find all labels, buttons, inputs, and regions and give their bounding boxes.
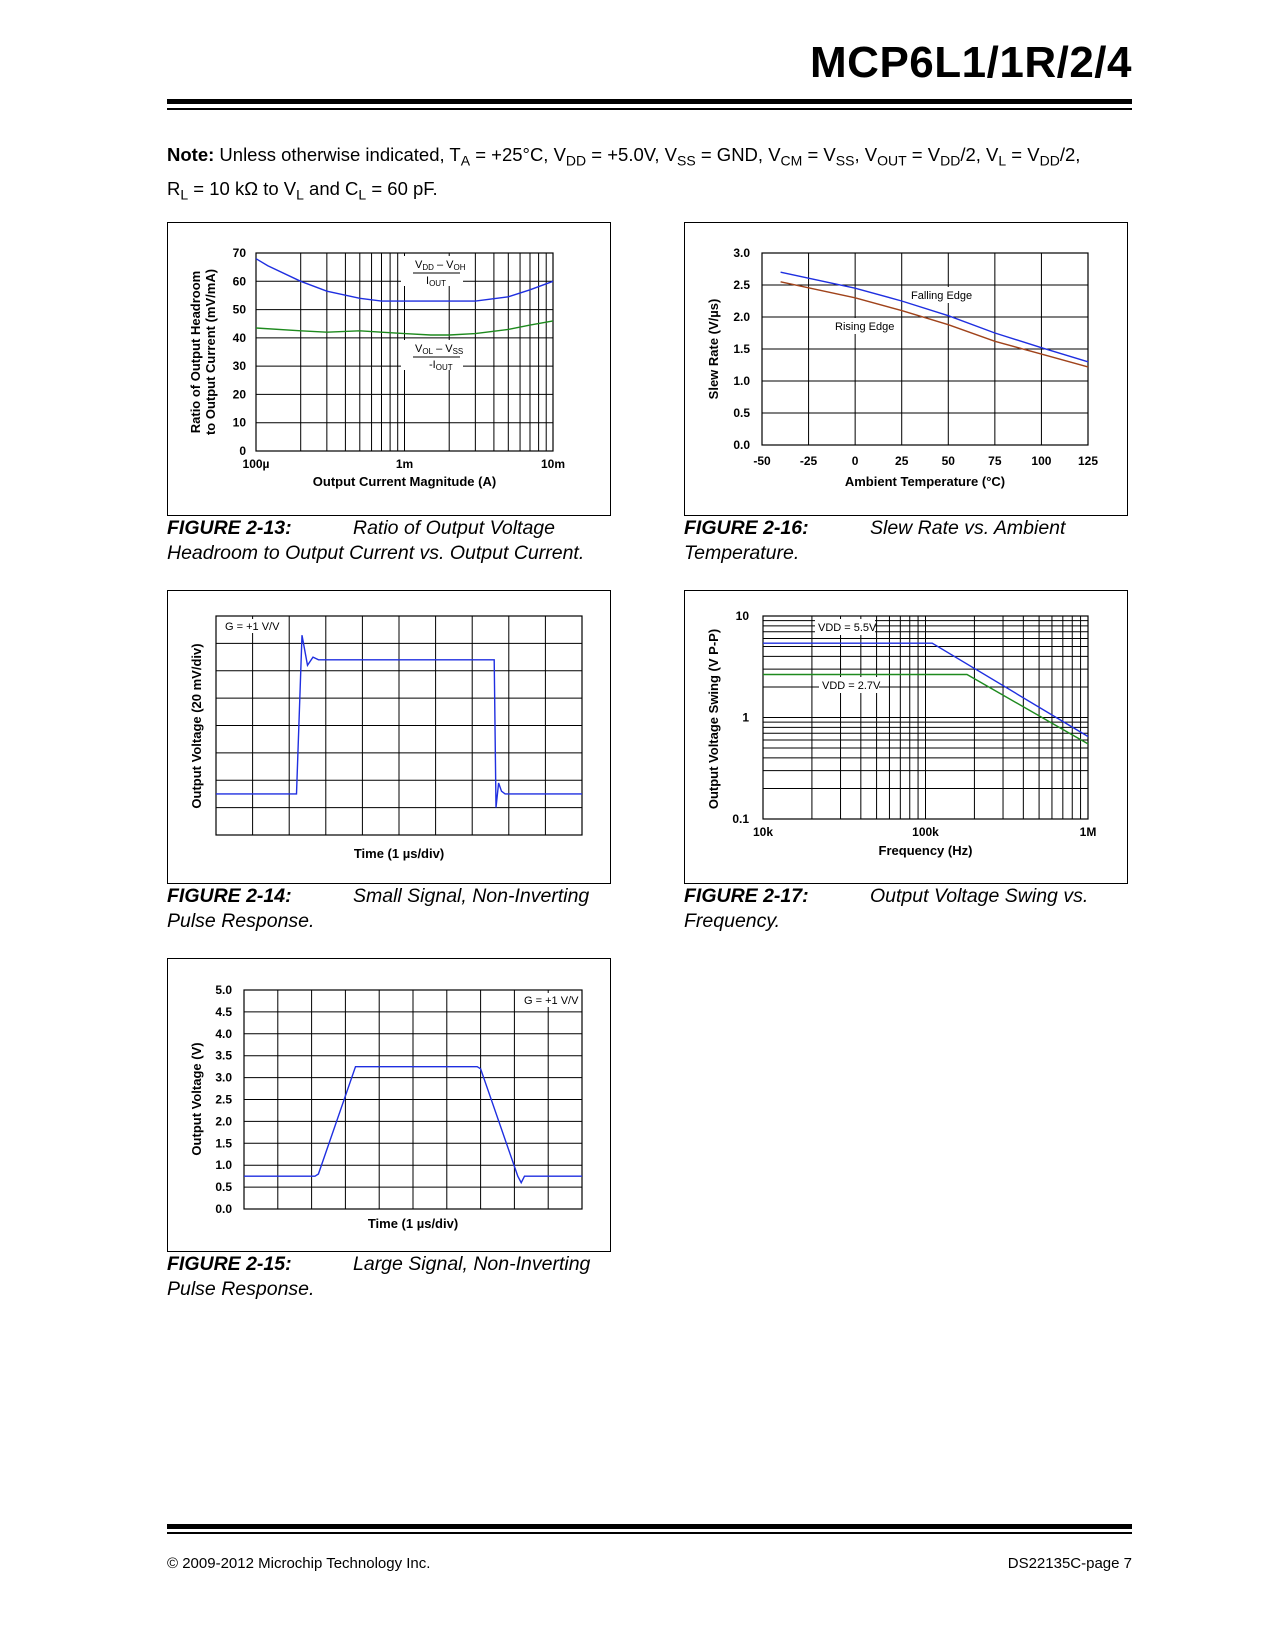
gain-annotation: G = +1 V/V: [524, 995, 579, 1007]
figure-2-17-panel: [684, 590, 1128, 884]
y-tick-label: 1.0: [215, 1158, 232, 1173]
caption-rest: Headroom to Output Current vs. Output Current.: [167, 542, 585, 564]
footer-rule: [167, 1524, 1132, 1529]
x-axis-label: Time (1 µs/div): [353, 846, 445, 861]
legend-vdd-2v7: VDD = 2.7V: [822, 680, 881, 692]
figure-2-15-panel: [167, 958, 611, 1252]
y-tick-label: 60: [232, 274, 246, 289]
x-tick-label: 50: [941, 454, 955, 468]
y-tick-label: 30: [232, 359, 246, 374]
x-axis-label: Ambient Temperature (°C): [844, 474, 1006, 489]
caption-rest: Frequency.: [684, 910, 781, 932]
annotation-vol-vss: VOL – VSS: [415, 343, 464, 356]
x-axis-label: Output Current Magnitude (A): [312, 474, 497, 489]
y-tick-label: 0.5: [215, 1180, 232, 1195]
y-axis-label: Output Voltage (20 mV/div): [189, 643, 204, 809]
figure-number: FIGURE 2-16:: [684, 517, 809, 539]
footer-copyright: © 2009-2012 Microchip Technology Inc.: [167, 1555, 431, 1572]
figure-number: FIGURE 2-13:: [167, 517, 292, 539]
x-tick-label: 125: [1077, 454, 1099, 468]
y-tick-label: 2.0: [733, 310, 750, 324]
caption-title: Slew Rate vs. Ambient: [870, 517, 1066, 539]
y-tick-label: 0.0: [733, 438, 750, 452]
figure-2-14-caption: [167, 884, 612, 934]
caption-title: Large Signal, Non-Inverting: [353, 1253, 591, 1275]
figure-2-13-panel: [167, 222, 611, 516]
figure-2-13-caption: [167, 516, 612, 566]
x-tick-label: 1m: [395, 457, 414, 471]
page-header-title: MCP6L1/1R/2/4: [810, 38, 1132, 87]
gain-annotation: G = +1 V/V: [225, 621, 280, 633]
figure-2-17-caption: [684, 884, 1129, 934]
x-tick-label: -50: [753, 454, 771, 468]
y-tick-label: 3.0: [733, 246, 750, 260]
y-tick-label: 2.5: [215, 1092, 232, 1107]
x-tick-label: 100µ: [242, 457, 270, 471]
y-tick-label: 1.0: [733, 374, 750, 388]
x-tick-label: 25: [895, 454, 909, 468]
y-tick-label: 0: [239, 444, 246, 458]
caption-rest: Pulse Response.: [167, 910, 315, 932]
x-tick-label: 0: [851, 454, 859, 468]
figure-2-16-caption: [684, 516, 1129, 566]
annotation-neg-iout: -IOUT: [429, 359, 453, 372]
figure-2-16-panel: [684, 222, 1128, 516]
note-text: Unless otherwise indicated, $T_A = +25^\circ C$, $V_{DD} = +5.0V$, $V_{SS}$ = GND, $V_{CM} = V_{SS}$, $V_{OUT} = V_{DD}/2$, $V_L = V_{DD}/2$, $R_L = 10$ kΩ to $V_L$ and $C_L = 60$ pF.: [167, 144, 1081, 203]
y-tick-label: 0.1: [732, 812, 749, 826]
annotation-vdd-voh: VDD – VOH: [415, 259, 466, 272]
figure-2-15-chart: [168, 959, 612, 1253]
x-tick-label: 100: [1031, 454, 1052, 468]
figure-2-15-caption: [167, 1252, 612, 1302]
figure-number: FIGURE 2-17:: [684, 885, 809, 907]
y-tick-label: 2.5: [733, 278, 750, 292]
figure-2-17-chart: [685, 591, 1129, 885]
y-axis-label: Slew Rate (V/µs): [706, 298, 721, 400]
y-tick-label: 1.5: [733, 342, 750, 356]
header-rule: [167, 99, 1132, 104]
y-tick-label: 20: [232, 387, 246, 402]
x-tick-label: -25: [799, 454, 818, 468]
footer-page-number: DS22135C-page 7: [1007, 1555, 1132, 1572]
y-axis-label: Output Voltage (V): [189, 1042, 204, 1156]
note-label: Note:: [167, 144, 215, 165]
legend-falling-edge: Falling Edge: [911, 290, 973, 302]
caption-rest: Pulse Response.: [167, 1278, 315, 1300]
x-tick-label: 100k: [912, 825, 939, 839]
x-tick-label: 75: [988, 454, 1002, 468]
y-tick-label: 10: [232, 415, 246, 430]
figure-2-16-chart: [685, 223, 1129, 517]
note-paragraph: [167, 141, 1127, 208]
y-tick-label: 0.5: [733, 406, 750, 420]
x-tick-label: 10m: [540, 457, 566, 471]
y-tick-label: 3.5: [215, 1048, 232, 1063]
y-tick-label: 4.5: [215, 1004, 232, 1019]
y-tick-label: 4.0: [215, 1026, 232, 1041]
y-tick-label: 1.5: [215, 1136, 232, 1151]
header-rule-thin: [167, 108, 1132, 110]
footer-rule-thin: [167, 1532, 1132, 1534]
y-tick-label: 5.0: [215, 983, 232, 997]
y-axis-label-line1: Ratio of Output Headroom: [188, 270, 203, 434]
x-axis-label: Frequency (Hz): [878, 843, 973, 858]
figure-number: FIGURE 2-15:: [167, 1253, 292, 1275]
x-tick-label: 1M: [1079, 825, 1097, 839]
caption-title: Ratio of Output Voltage: [353, 517, 555, 539]
x-axis-label: Time (1 µs/div): [367, 1216, 459, 1231]
legend-vdd-5v5: VDD = 5.5V: [818, 622, 877, 634]
y-axis-label: Output Voltage Swing (V P-P): [706, 628, 721, 810]
y-tick-label: 0.0: [215, 1202, 232, 1216]
y-tick-label: 3.0: [215, 1070, 232, 1085]
y-tick-label: 40: [232, 330, 246, 345]
y-tick-label: 70: [232, 246, 246, 260]
y-axis-label-line2: to Output Current (mV/mA): [203, 268, 218, 436]
figure-number: FIGURE 2-14:: [167, 885, 292, 907]
y-tick-label: 10: [735, 609, 749, 623]
y-tick-label: 50: [232, 302, 246, 317]
figure-2-14-panel: [167, 590, 611, 884]
x-tick-label: 10k: [752, 825, 774, 839]
figure-2-14-chart: [168, 591, 612, 885]
caption-rest: Temperature.: [684, 542, 800, 564]
figure-2-13-chart: [168, 223, 612, 517]
y-tick-label: 2.0: [215, 1114, 232, 1129]
caption-title: Output Voltage Swing vs.: [870, 885, 1089, 907]
annotation-iout: IOUT: [426, 275, 446, 288]
legend-rising-edge: Rising Edge: [835, 321, 895, 333]
y-tick-label: 1: [742, 710, 749, 725]
caption-title: Small Signal, Non-Inverting: [353, 885, 590, 907]
